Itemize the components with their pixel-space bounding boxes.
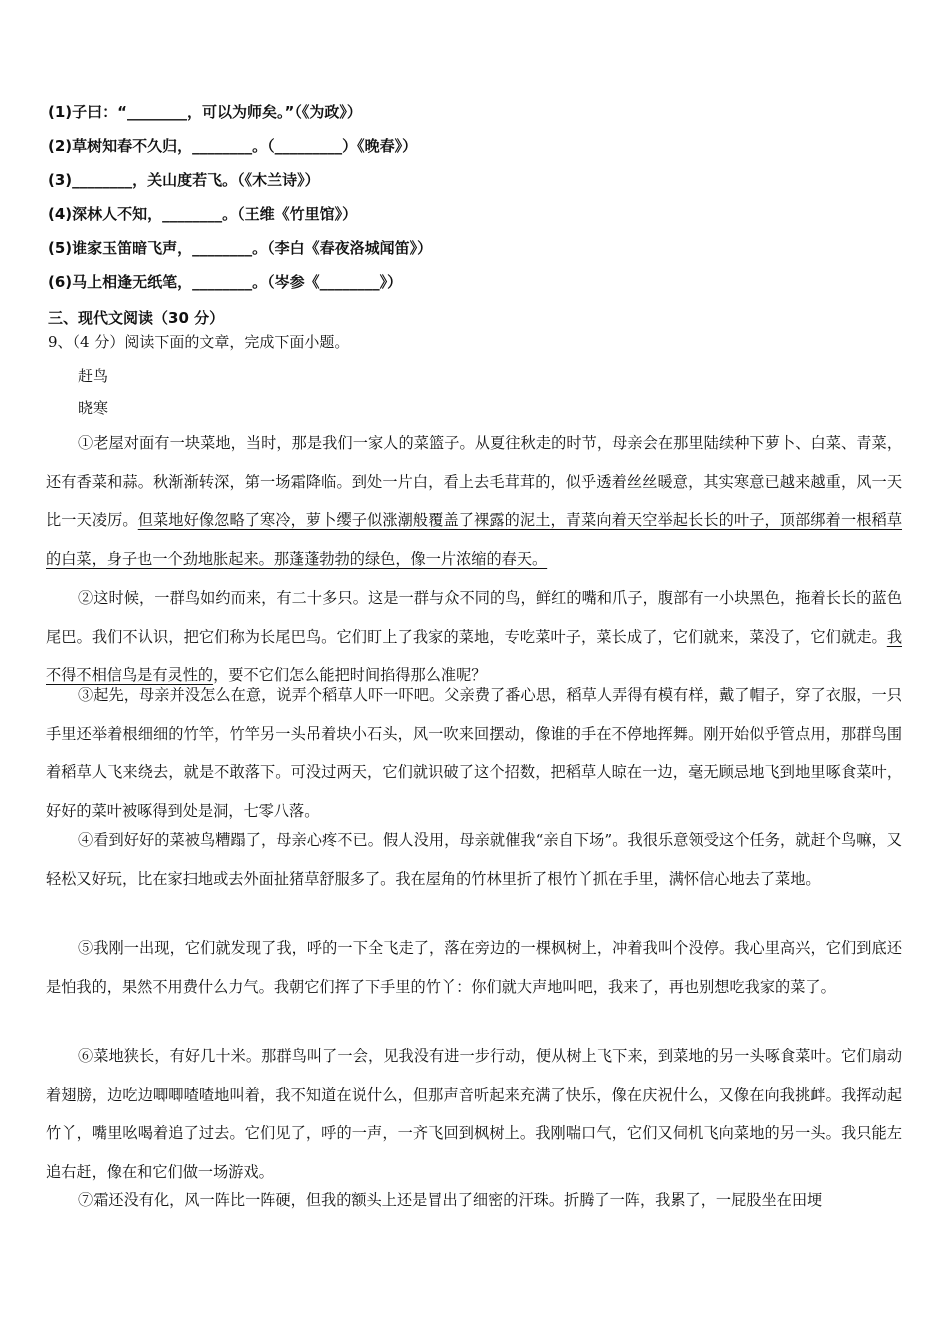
question-6: (6)马上相逢无纸笔，________。（岑参《________》） <box>48 273 403 291</box>
paragraph-1-text: ①老屋对面有一块菜地，当时，那是我们一家人的菜篮子。从夏往秋走的时节，母亲会在那里陆续种下萝卜、白菜、青菜，还有香菜和蒜。秋渐渐转深，第一场霜降临。到处一片白，看上去毛茸茸的，似乎透着丝丝暖意，其实寒意已越来越重，风一天比一天凌厉。 <box>46 434 902 530</box>
paragraph-2-underlined: 我不得不相信鸟是有灵性的 <box>46 627 902 685</box>
question-5: (5)谁家玉笛暗飞声，________。（李白《春夜洛城闻笛》） <box>48 239 433 257</box>
question-1: (1)子曰：“________，可以为师矣。”（《为政》） <box>48 103 362 121</box>
section-title: 三、现代文阅读（30 分） <box>48 309 225 327</box>
paragraph-2-tail: ，要不它们怎么能把时间掐得那么准呢？ <box>213 666 487 685</box>
question-2: (2)草树知春不久归，________。（_________）《晚春》） <box>48 137 418 155</box>
paragraph-2-text: ②这时候，一群鸟如约而来，有二十多只。这是一群与众不同的鸟，鲜红的嘴和爪子，腹部有一小块黑色，拖着长长的蓝色尾巴。我们不认识，把它们称为长尾巴鸟。它们盯上了我家的菜地，专吃菜叶子，菜长成了，它们就来，菜没了，它们就走。 <box>46 589 902 646</box>
paragraph-1 <box>46 424 902 578</box>
paragraph-6: ⑥菜地狭长，有好几十米。那群鸟叫了一会，见我没有进一步行动，便从树上飞下来，到菜地的另一头啄食菜叶。它们扇动着翅膀，边吃边唧唧喳喳地叫着，我不知道在说什么，但那声音听起来充满了快乐，像在庆祝什么，又像在向我挑衅。我挥动起竹丫，嘴里吆喝着追了过去。它们见了，呼的一声，一齐飞回到枫树上。我刚喘口气，它们又伺机飞向菜地的另一头。我只能左追右赶，像在和它们做一场游戏。 <box>46 1047 902 1181</box>
article-author: 晓寒 <box>78 399 109 417</box>
question-3: (3)________，关山度若飞。（《木兰诗》） <box>48 171 320 189</box>
question-9-intro: 9、（4 分）阅读下面的文章，完成下面小题。 <box>48 333 350 351</box>
paragraph-1-underlined: 但菜地好像忽略了寒冷，萝卜缨子似涨潮般覆盖了裸露的泥土，青菜向着天空举起长长的叶子，顶部绑着一根稻草的白菜，身子也一个劲地胀起来。那蓬蓬勃勃的绿色，像一片浓缩的春天。 <box>46 511 903 568</box>
question-4: (4)深林人不知，________。（王维《竹里馆》） <box>48 205 358 223</box>
article-title: 赶鸟 <box>78 367 109 385</box>
paragraph-3: ③起先，母亲并没怎么在意，说弄个稻草人吓一吓吧。父亲费了番心思，稻草人弄得有模有样，戴了帽子，穿了衣服，一只手里还举着根细细的竹竿，竹竿另一头吊着块小石头，风一吹来回摆动，像谁的手在不停地挥舞。刚开始似乎管点用，那群鸟围着稻草人飞来绕去，就是不敢落下。可没过两天，它们就识破了这个招数，把稻草人晾在一边，毫无顾忌地飞到地里啄食菜叶，好好的菜叶被啄得到处是洞，七零八落。 <box>46 686 902 820</box>
paragraph-7: ⑦霜还没有化，风一阵比一阵硬，但我的额头上还是冒出了细密的汗珠。折腾了一阵，我累了，一屁股坐在田埂 <box>78 1191 823 1209</box>
paragraph-4: ④看到好好的菜被鸟糟蹋了，母亲心疼不已。假人没用，母亲就催我“亲自下场”。我很乐意领受这个任务，就赶个鸟嘛，又轻松又好玩，比在家扫地或去外面扯猪草舒服多了。我在屋角的竹林里折了根竹丫抓在手里，满怀信心地去了菜地。 <box>46 831 902 888</box>
paragraph-5: ⑤我刚一出现，它们就发现了我，呼的一下全飞走了，落在旁边的一棵枫树上，冲着我叫个没停。我心里高兴，它们到底还是怕我的，果然不用费什么力气。我朝它们挥了下手里的竹丫：你们就大声地叫吧，我来了，再也别想吃我家的菜了。 <box>46 939 902 996</box>
